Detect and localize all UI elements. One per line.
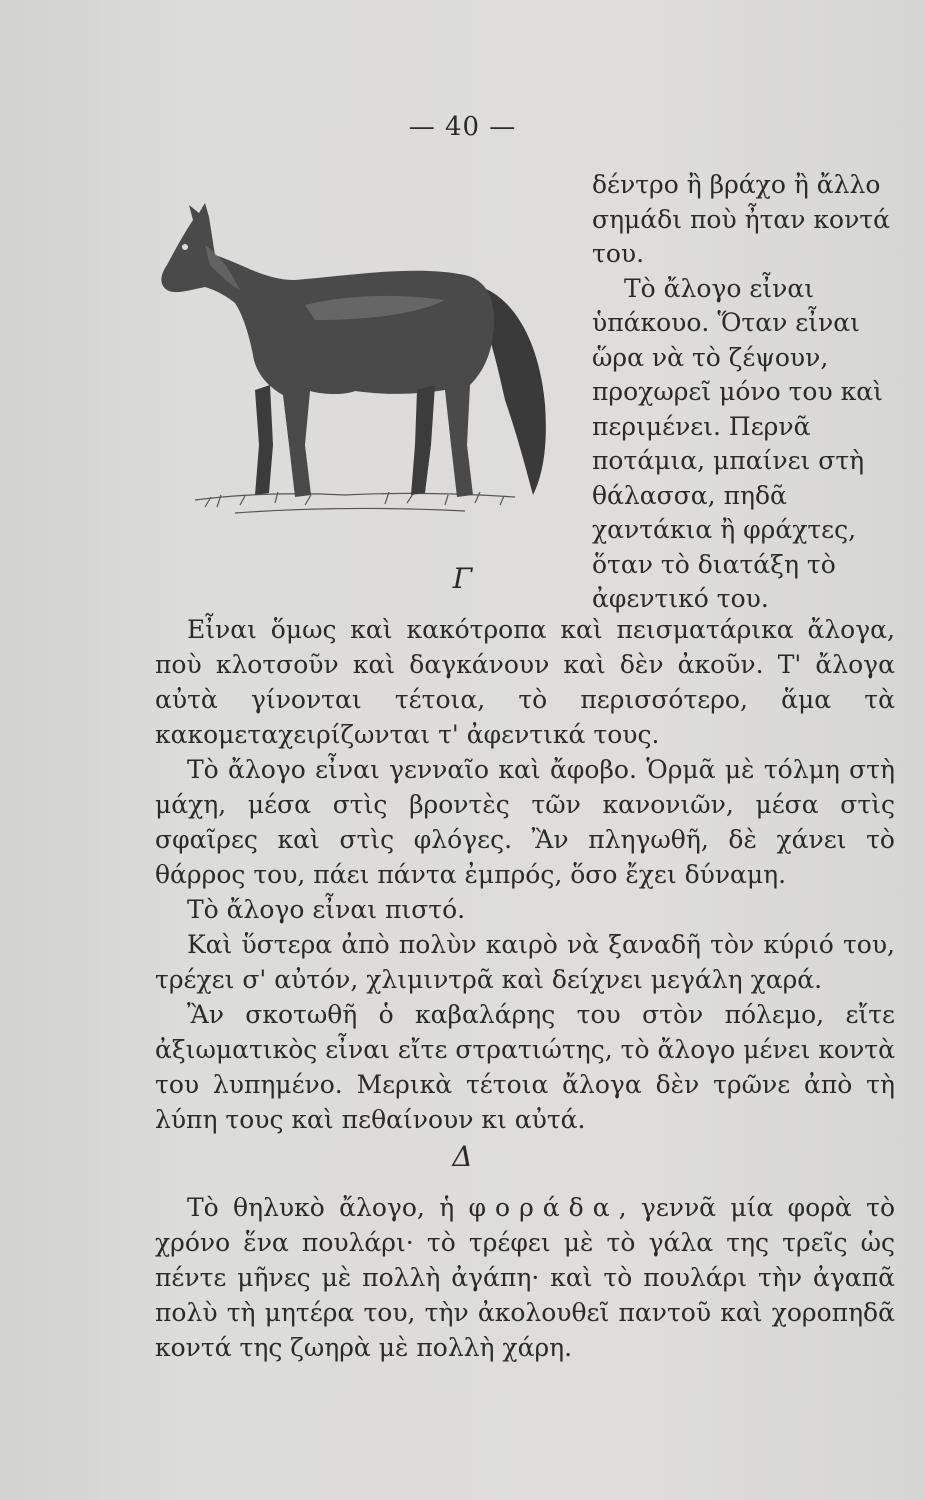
spaced-word-forada: φοράδα bbox=[468, 1193, 619, 1222]
side-paragraph-2: Τὸ ἄλογο εἶναι ὑπάκουο. Ὅταν εἶναι ὥρα νὰ τὸ ζέψουν, προχωρεῖ μόνο του καὶ περιμένει. Περνᾶ ποτάμια, μπαίνει στὴ θάλασσα, πηδᾶ χαντάκια ἢ φράχτες, ὅταν τὸ διατάξη τὸ ἀφεντικό του. bbox=[592, 273, 883, 613]
section-d-text-end: , γεννᾶ μία φορὰ τὸ χρόνο ἕνα πουλάρι· τὸ τρέφει μὲ τὸ γάλα της τρεῖς ὡς πέντε μῆνες μὲ πολλὴ ἀγάπη· καὶ τὸ πουλάρι τὴν ἀγαπᾶ πολὺ τὴ μητέρα του, τὴν ἀκολουθεῖ παντοῦ καὶ χοροπηδᾶ κοντά της ζωηρὰ μὲ πολλὴ χάρη. bbox=[155, 1193, 895, 1362]
side-column-text bbox=[592, 168, 892, 617]
section-g-paragraph-5: Ἂν σκοτωθῆ ὁ καβαλάρης του στὸν πόλεμο, εἴτε ἀξιωματικὸς εἶναι εἴτε στρατιώτης, τὸ ἄλογο μένει κοντὰ του λυπημένο. Μερικὰ τέτοια ἄλογα δὲν τρῶνε ἀπὸ τὴ λύπη τους καὶ πεθαίνουν κι αὐτά. bbox=[155, 1000, 895, 1134]
section-d-text bbox=[155, 1190, 895, 1365]
section-g-paragraph-2: Τὸ ἄλογο εἶναι γενναῖο καὶ ἄφοβο. Ὁρμᾶ μὲ τόλμη στὴ μάχη, μέσα στὶς βροντὲς τῶν κανονιῶν, μέσα στὶς σφαῖρες καὶ στὶς φλόγες. Ἂν πληγωθῆ, δὲ χάνει τὸ θάρρος του, πάει πάντα ἐμπρός, ὅσο ἔχει δύναμη. bbox=[155, 755, 895, 889]
section-g-paragraph-1: Εἶναι ὅμως καὶ κακότροπα καὶ πεισματάρικα ἄλογα, ποὺ κλοτσοῦν καὶ δαγκάνουν καὶ δὲν ἀκοῦν. Τ' ἄλογα αὐτὰ γίνονται τέτοια, τὸ περισσότερο, ἅμα τὰ κακομεταχειρίζωνται τ' ἀφεντικά τους. bbox=[155, 615, 895, 749]
side-paragraph-1: δέντρο ἢ βράχο ἢ ἄλλο σημάδι ποὺ ἦταν κοντά του. bbox=[592, 170, 891, 268]
section-heading-d: Δ bbox=[452, 1140, 473, 1173]
section-d-text-start: Τὸ θηλυκὸ ἄλογο, ἡ bbox=[187, 1193, 469, 1222]
horse-back-leg bbox=[411, 385, 435, 495]
section-g-text bbox=[155, 612, 895, 1137]
section-g-paragraph-3: Τὸ ἄλογο εἶναι πιστό. bbox=[187, 895, 466, 924]
page-number: — 40 — bbox=[408, 112, 517, 142]
section-d-paragraph-1 bbox=[155, 1190, 895, 1365]
horse-eye bbox=[182, 244, 188, 250]
section-g-paragraph-4: Καὶ ὕστερα ἀπὸ πολὺν καιρὸ νὰ ξαναδῆ τὸν κύριό του, τρέχει σ' αὐτόν, χλιμιντρᾶ καὶ δείχνει μεγάλη χαρά. bbox=[155, 930, 895, 994]
horse-body bbox=[161, 203, 494, 497]
horse-front-leg bbox=[255, 385, 273, 495]
section-heading-g: Γ bbox=[452, 562, 473, 595]
horse-illustration bbox=[145, 195, 575, 525]
